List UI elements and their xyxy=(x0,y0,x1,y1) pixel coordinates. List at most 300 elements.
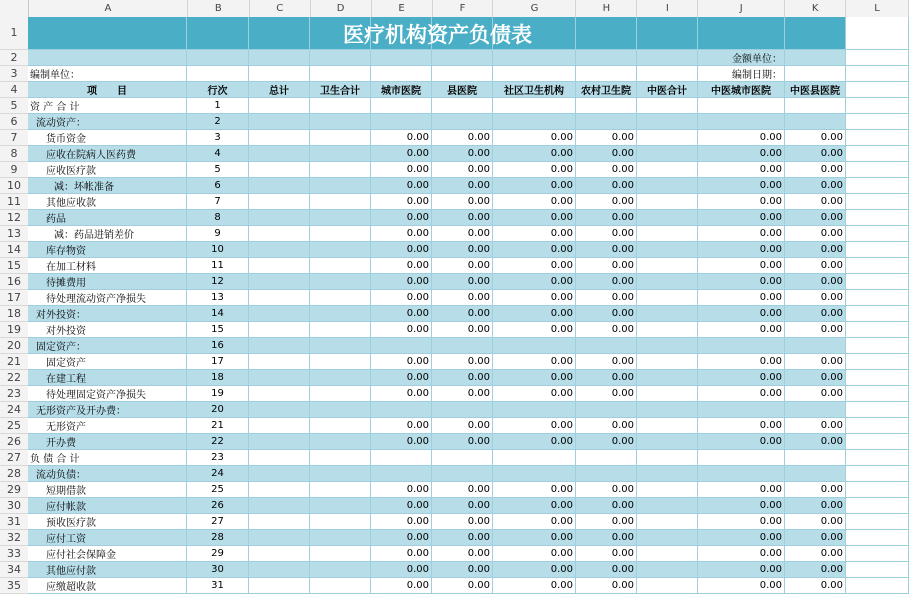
row-header[interactable]: 14 xyxy=(0,242,28,258)
value-cell[interactable]: 0.00 xyxy=(698,274,785,290)
value-cell[interactable]: 0.00 xyxy=(785,578,846,594)
item-label[interactable]: 药品 xyxy=(28,210,187,226)
value-cell[interactable]: 0.00 xyxy=(698,386,785,402)
cell[interactable] xyxy=(637,194,698,210)
value-cell[interactable]: 0.00 xyxy=(785,178,846,194)
column-header-d[interactable]: D xyxy=(311,0,372,17)
value-cell[interactable]: 0.00 xyxy=(698,290,785,306)
cell[interactable] xyxy=(249,402,310,418)
value-cell[interactable]: 0.00 xyxy=(432,130,493,146)
value-cell[interactable]: 0.00 xyxy=(493,386,576,402)
item-label[interactable]: 待处理固定资产净损失 xyxy=(28,386,187,402)
value-cell[interactable]: 0.00 xyxy=(493,434,576,450)
cell[interactable] xyxy=(249,162,310,178)
cell[interactable] xyxy=(846,386,909,402)
cell[interactable] xyxy=(310,578,371,594)
cell[interactable] xyxy=(637,514,698,530)
cell[interactable] xyxy=(846,194,909,210)
value-cell[interactable]: 0.00 xyxy=(432,306,493,322)
cell[interactable] xyxy=(493,450,576,466)
cell[interactable] xyxy=(249,578,310,594)
cell[interactable] xyxy=(249,290,310,306)
item-label[interactable]: 流动负债： xyxy=(28,466,187,482)
value-cell[interactable]: 0.00 xyxy=(785,130,846,146)
cell[interactable] xyxy=(371,98,432,114)
value-cell[interactable]: 0.00 xyxy=(493,258,576,274)
column-title[interactable]: 县医院 xyxy=(432,82,493,98)
select-all-corner[interactable] xyxy=(0,0,29,17)
cell[interactable] xyxy=(637,114,698,130)
value-cell[interactable]: 0.00 xyxy=(785,434,846,450)
column-title[interactable]: 中医合计 xyxy=(637,82,698,98)
cell[interactable] xyxy=(249,66,310,82)
item-label[interactable]: 预收医疗款 xyxy=(28,514,187,530)
value-cell[interactable]: 0.00 xyxy=(785,162,846,178)
cell[interactable] xyxy=(846,226,909,242)
value-cell[interactable]: 0.00 xyxy=(576,290,637,306)
value-cell[interactable]: 0.00 xyxy=(432,354,493,370)
line-number[interactable]: 19 xyxy=(187,386,249,402)
value-cell[interactable]: 0.00 xyxy=(493,322,576,338)
value-cell[interactable]: 0.00 xyxy=(698,178,785,194)
cell[interactable] xyxy=(28,50,187,66)
value-cell[interactable]: 0.00 xyxy=(371,386,432,402)
cell[interactable] xyxy=(249,322,310,338)
line-number[interactable]: 28 xyxy=(187,530,249,546)
value-cell[interactable]: 0.00 xyxy=(576,178,637,194)
cell[interactable] xyxy=(310,386,371,402)
cell[interactable] xyxy=(371,466,432,482)
cell[interactable] xyxy=(846,578,909,594)
cell[interactable] xyxy=(310,210,371,226)
cell[interactable] xyxy=(249,226,310,242)
cell[interactable] xyxy=(310,162,371,178)
value-cell[interactable]: 0.00 xyxy=(371,370,432,386)
value-cell[interactable]: 0.00 xyxy=(576,418,637,434)
value-cell[interactable]: 0.00 xyxy=(432,482,493,498)
value-cell[interactable]: 0.00 xyxy=(371,482,432,498)
cell[interactable] xyxy=(637,450,698,466)
row-header[interactable]: 16 xyxy=(0,274,28,290)
row-header[interactable]: 17 xyxy=(0,290,28,306)
cell[interactable] xyxy=(310,130,371,146)
value-cell[interactable]: 0.00 xyxy=(493,370,576,386)
value-cell[interactable]: 0.00 xyxy=(371,578,432,594)
cell[interactable] xyxy=(846,370,909,386)
cell[interactable] xyxy=(846,498,909,514)
row-header[interactable]: 22 xyxy=(0,370,28,386)
row-header[interactable]: 4 xyxy=(0,82,28,98)
cell[interactable] xyxy=(637,66,698,82)
cell[interactable] xyxy=(187,50,249,66)
column-header-l[interactable]: L xyxy=(846,0,909,17)
cell[interactable] xyxy=(493,466,576,482)
value-cell[interactable]: 0.00 xyxy=(432,226,493,242)
value-cell[interactable]: 0.00 xyxy=(432,386,493,402)
item-label[interactable]: 货币资金 xyxy=(28,130,187,146)
cell[interactable] xyxy=(846,530,909,546)
cell[interactable] xyxy=(637,242,698,258)
cell[interactable] xyxy=(310,402,371,418)
cell[interactable] xyxy=(637,578,698,594)
value-cell[interactable]: 0.00 xyxy=(576,130,637,146)
line-number[interactable]: 27 xyxy=(187,514,249,530)
cell[interactable] xyxy=(637,338,698,354)
cell[interactable] xyxy=(249,530,310,546)
value-cell[interactable]: 0.00 xyxy=(493,562,576,578)
cell[interactable] xyxy=(371,402,432,418)
value-cell[interactable]: 0.00 xyxy=(493,354,576,370)
line-number[interactable]: 25 xyxy=(187,482,249,498)
item-label[interactable]: 对外投资 xyxy=(28,322,187,338)
cell[interactable] xyxy=(493,402,576,418)
value-cell[interactable]: 0.00 xyxy=(576,306,637,322)
prepared-date-label[interactable]: 编制日期： xyxy=(698,66,785,82)
value-cell[interactable]: 0.00 xyxy=(493,130,576,146)
item-label[interactable]: 应付工资 xyxy=(28,530,187,546)
item-label[interactable]: 流动资产： xyxy=(28,114,187,130)
value-cell[interactable]: 0.00 xyxy=(576,146,637,162)
cell[interactable] xyxy=(576,66,637,82)
value-cell[interactable]: 0.00 xyxy=(371,178,432,194)
line-number[interactable]: 8 xyxy=(187,210,249,226)
cell[interactable] xyxy=(846,338,909,354)
cell[interactable] xyxy=(785,66,846,82)
item-label[interactable]: 应付社会保障金 xyxy=(28,546,187,562)
value-cell[interactable]: 0.00 xyxy=(493,530,576,546)
item-label[interactable]: 库存物资 xyxy=(28,242,187,258)
cell[interactable] xyxy=(371,50,432,66)
value-cell[interactable]: 0.00 xyxy=(371,210,432,226)
cell[interactable] xyxy=(371,450,432,466)
line-number[interactable]: 18 xyxy=(187,370,249,386)
cell[interactable] xyxy=(493,50,576,66)
item-label[interactable]: 无形资产 xyxy=(28,418,187,434)
line-number[interactable]: 22 xyxy=(187,434,249,450)
cell[interactable] xyxy=(637,546,698,562)
value-cell[interactable]: 0.00 xyxy=(493,514,576,530)
cell[interactable] xyxy=(637,226,698,242)
value-cell[interactable]: 0.00 xyxy=(493,146,576,162)
value-cell[interactable]: 0.00 xyxy=(493,194,576,210)
cell[interactable] xyxy=(249,546,310,562)
cell[interactable] xyxy=(576,98,637,114)
item-label[interactable]: 减：药品进销差价 xyxy=(28,226,187,242)
cell[interactable] xyxy=(249,418,310,434)
line-number[interactable]: 10 xyxy=(187,242,249,258)
value-cell[interactable]: 0.00 xyxy=(698,546,785,562)
cell[interactable] xyxy=(785,338,846,354)
column-title[interactable]: 社区卫生机构 xyxy=(493,82,576,98)
value-cell[interactable]: 0.00 xyxy=(785,386,846,402)
cell[interactable] xyxy=(637,210,698,226)
cell[interactable] xyxy=(371,114,432,130)
cell[interactable] xyxy=(249,178,310,194)
column-title[interactable]: 中医县医院 xyxy=(785,82,846,98)
value-cell[interactable]: 0.00 xyxy=(698,482,785,498)
value-cell[interactable]: 0.00 xyxy=(576,322,637,338)
value-cell[interactable]: 0.00 xyxy=(432,290,493,306)
cell[interactable] xyxy=(249,354,310,370)
cell[interactable] xyxy=(576,450,637,466)
column-header-i[interactable]: I xyxy=(637,0,698,17)
cell[interactable] xyxy=(846,466,909,482)
row-header[interactable]: 8 xyxy=(0,146,28,162)
value-cell[interactable]: 0.00 xyxy=(371,434,432,450)
cell[interactable] xyxy=(249,338,310,354)
value-cell[interactable]: 0.00 xyxy=(576,562,637,578)
cell[interactable] xyxy=(698,402,785,418)
column-title[interactable]: 卫生合计 xyxy=(310,82,371,98)
value-cell[interactable]: 0.00 xyxy=(576,274,637,290)
value-cell[interactable]: 0.00 xyxy=(493,306,576,322)
item-label[interactable]: 待摊费用 xyxy=(28,274,187,290)
value-cell[interactable]: 0.00 xyxy=(432,370,493,386)
cell[interactable] xyxy=(310,98,371,114)
value-cell[interactable]: 0.00 xyxy=(371,546,432,562)
cell[interactable] xyxy=(846,514,909,530)
cell[interactable] xyxy=(310,370,371,386)
value-cell[interactable]: 0.00 xyxy=(432,242,493,258)
value-cell[interactable]: 0.00 xyxy=(698,418,785,434)
cell[interactable] xyxy=(310,114,371,130)
item-label[interactable]: 其他应收款 xyxy=(28,194,187,210)
line-number[interactable]: 30 xyxy=(187,562,249,578)
value-cell[interactable]: 0.00 xyxy=(576,546,637,562)
cell[interactable] xyxy=(785,466,846,482)
cell[interactable] xyxy=(310,226,371,242)
column-header-k[interactable]: K xyxy=(785,0,846,17)
cell[interactable] xyxy=(310,562,371,578)
cell[interactable] xyxy=(846,114,909,130)
line-number[interactable]: 16 xyxy=(187,338,249,354)
column-title[interactable]: 城市医院 xyxy=(371,82,432,98)
cell[interactable] xyxy=(249,306,310,322)
value-cell[interactable]: 0.00 xyxy=(432,578,493,594)
value-cell[interactable]: 0.00 xyxy=(371,194,432,210)
value-cell[interactable]: 0.00 xyxy=(432,162,493,178)
line-number[interactable]: 29 xyxy=(187,546,249,562)
cell[interactable] xyxy=(846,130,909,146)
cell[interactable] xyxy=(249,242,310,258)
item-label[interactable]: 开办费 xyxy=(28,434,187,450)
cell[interactable] xyxy=(187,66,249,82)
column-title[interactable]: 农村卫生院 xyxy=(576,82,637,98)
column-header-b[interactable]: B xyxy=(188,0,250,17)
row-header[interactable]: 30 xyxy=(0,498,28,514)
cell[interactable] xyxy=(310,66,371,82)
value-cell[interactable]: 0.00 xyxy=(785,242,846,258)
cell[interactable] xyxy=(249,50,310,66)
line-number[interactable]: 31 xyxy=(187,578,249,594)
cell[interactable] xyxy=(249,482,310,498)
item-label[interactable]: 在加工材料 xyxy=(28,258,187,274)
line-number[interactable]: 4 xyxy=(187,146,249,162)
cell[interactable] xyxy=(846,210,909,226)
value-cell[interactable]: 0.00 xyxy=(576,434,637,450)
cell[interactable] xyxy=(637,306,698,322)
value-cell[interactable]: 0.00 xyxy=(698,162,785,178)
cell[interactable] xyxy=(249,146,310,162)
value-cell[interactable]: 0.00 xyxy=(698,210,785,226)
item-label[interactable]: 固定资产： xyxy=(28,338,187,354)
cell[interactable] xyxy=(846,242,909,258)
cell[interactable] xyxy=(249,498,310,514)
cell[interactable] xyxy=(698,114,785,130)
row-header[interactable]: 20 xyxy=(0,338,28,354)
line-number[interactable]: 23 xyxy=(187,450,249,466)
value-cell[interactable]: 0.00 xyxy=(576,194,637,210)
value-cell[interactable]: 0.00 xyxy=(371,530,432,546)
item-label[interactable]: 资 产 合 计 xyxy=(28,98,187,114)
value-cell[interactable]: 0.00 xyxy=(432,514,493,530)
row-header[interactable]: 23 xyxy=(0,386,28,402)
value-cell[interactable]: 0.00 xyxy=(371,162,432,178)
value-cell[interactable]: 0.00 xyxy=(698,242,785,258)
cell[interactable] xyxy=(249,434,310,450)
amount-unit-label[interactable]: 金额单位： xyxy=(698,50,785,66)
cell[interactable] xyxy=(637,98,698,114)
value-cell[interactable]: 0.00 xyxy=(432,210,493,226)
cell[interactable] xyxy=(637,530,698,546)
value-cell[interactable]: 0.00 xyxy=(785,498,846,514)
cell[interactable] xyxy=(785,402,846,418)
row-header[interactable]: 21 xyxy=(0,354,28,370)
line-number[interactable]: 17 xyxy=(187,354,249,370)
value-cell[interactable]: 0.00 xyxy=(432,434,493,450)
cell[interactable] xyxy=(432,466,493,482)
value-cell[interactable]: 0.00 xyxy=(785,210,846,226)
value-cell[interactable]: 0.00 xyxy=(576,578,637,594)
cell[interactable] xyxy=(310,290,371,306)
value-cell[interactable]: 0.00 xyxy=(576,354,637,370)
value-cell[interactable]: 0.00 xyxy=(785,322,846,338)
cell[interactable] xyxy=(785,450,846,466)
row-header[interactable]: 13 xyxy=(0,226,28,242)
cell[interactable] xyxy=(493,338,576,354)
value-cell[interactable]: 0.00 xyxy=(698,146,785,162)
column-title[interactable]: 项 目 xyxy=(28,82,187,98)
line-number[interactable]: 5 xyxy=(187,162,249,178)
row-header[interactable]: 3 xyxy=(0,66,28,82)
row-header[interactable]: 24 xyxy=(0,402,28,418)
line-number[interactable]: 2 xyxy=(187,114,249,130)
cell[interactable] xyxy=(310,434,371,450)
value-cell[interactable]: 0.00 xyxy=(785,530,846,546)
value-cell[interactable]: 0.00 xyxy=(785,306,846,322)
value-cell[interactable]: 0.00 xyxy=(371,274,432,290)
cell[interactable] xyxy=(310,194,371,210)
line-number[interactable]: 1 xyxy=(187,98,249,114)
cell[interactable] xyxy=(576,50,637,66)
line-number[interactable]: 21 xyxy=(187,418,249,434)
value-cell[interactable]: 0.00 xyxy=(698,354,785,370)
cell[interactable] xyxy=(310,530,371,546)
value-cell[interactable]: 0.00 xyxy=(576,242,637,258)
cell[interactable] xyxy=(310,178,371,194)
cell[interactable] xyxy=(310,258,371,274)
line-number[interactable]: 3 xyxy=(187,130,249,146)
cell[interactable] xyxy=(846,274,909,290)
value-cell[interactable]: 0.00 xyxy=(576,530,637,546)
cell[interactable] xyxy=(637,50,698,66)
cell[interactable] xyxy=(576,402,637,418)
line-number[interactable]: 14 xyxy=(187,306,249,322)
cell[interactable] xyxy=(432,450,493,466)
row-header[interactable]: 9 xyxy=(0,162,28,178)
value-cell[interactable]: 0.00 xyxy=(698,306,785,322)
cell[interactable] xyxy=(310,242,371,258)
value-cell[interactable]: 0.00 xyxy=(493,210,576,226)
cell[interactable] xyxy=(637,146,698,162)
row-header[interactable]: 25 xyxy=(0,418,28,434)
column-header-h[interactable]: H xyxy=(576,0,637,17)
value-cell[interactable]: 0.00 xyxy=(493,418,576,434)
row-header[interactable]: 35 xyxy=(0,578,28,594)
item-label[interactable]: 应缴超收款 xyxy=(28,578,187,594)
row-header[interactable]: 10 xyxy=(0,178,28,194)
value-cell[interactable]: 0.00 xyxy=(371,498,432,514)
cell[interactable] xyxy=(493,66,576,82)
cell[interactable] xyxy=(310,354,371,370)
cell[interactable] xyxy=(249,210,310,226)
value-cell[interactable]: 0.00 xyxy=(493,242,576,258)
cell[interactable] xyxy=(637,418,698,434)
item-label[interactable]: 应付帐款 xyxy=(28,498,187,514)
cell[interactable] xyxy=(432,402,493,418)
cell[interactable] xyxy=(310,482,371,498)
value-cell[interactable]: 0.00 xyxy=(432,498,493,514)
cell[interactable] xyxy=(637,354,698,370)
cell[interactable] xyxy=(432,98,493,114)
cell[interactable] xyxy=(432,114,493,130)
value-cell[interactable]: 0.00 xyxy=(785,194,846,210)
value-cell[interactable]: 0.00 xyxy=(576,370,637,386)
cell[interactable] xyxy=(846,322,909,338)
cell[interactable] xyxy=(637,498,698,514)
cell[interactable] xyxy=(371,338,432,354)
row-header[interactable]: 28 xyxy=(0,466,28,482)
cell[interactable] xyxy=(249,466,310,482)
cell[interactable] xyxy=(698,450,785,466)
value-cell[interactable]: 0.00 xyxy=(493,482,576,498)
value-cell[interactable]: 0.00 xyxy=(371,242,432,258)
cell[interactable] xyxy=(846,98,909,114)
value-cell[interactable]: 0.00 xyxy=(576,226,637,242)
cell[interactable] xyxy=(310,306,371,322)
value-cell[interactable]: 0.00 xyxy=(785,370,846,386)
cell[interactable] xyxy=(310,498,371,514)
value-cell[interactable]: 0.00 xyxy=(698,530,785,546)
value-cell[interactable]: 0.00 xyxy=(371,306,432,322)
cell[interactable] xyxy=(637,322,698,338)
value-cell[interactable]: 0.00 xyxy=(785,146,846,162)
value-cell[interactable]: 0.00 xyxy=(698,194,785,210)
cell[interactable] xyxy=(310,418,371,434)
cell[interactable] xyxy=(249,130,310,146)
row-header[interactable]: 19 xyxy=(0,322,28,338)
row-header[interactable]: 1 xyxy=(0,17,28,50)
item-label[interactable]: 待处理流动资产净损失 xyxy=(28,290,187,306)
value-cell[interactable]: 0.00 xyxy=(576,258,637,274)
cell[interactable] xyxy=(432,338,493,354)
cell[interactable] xyxy=(637,162,698,178)
cell[interactable] xyxy=(637,386,698,402)
cell[interactable] xyxy=(493,114,576,130)
value-cell[interactable]: 0.00 xyxy=(493,274,576,290)
cell[interactable] xyxy=(846,418,909,434)
cell[interactable] xyxy=(785,98,846,114)
